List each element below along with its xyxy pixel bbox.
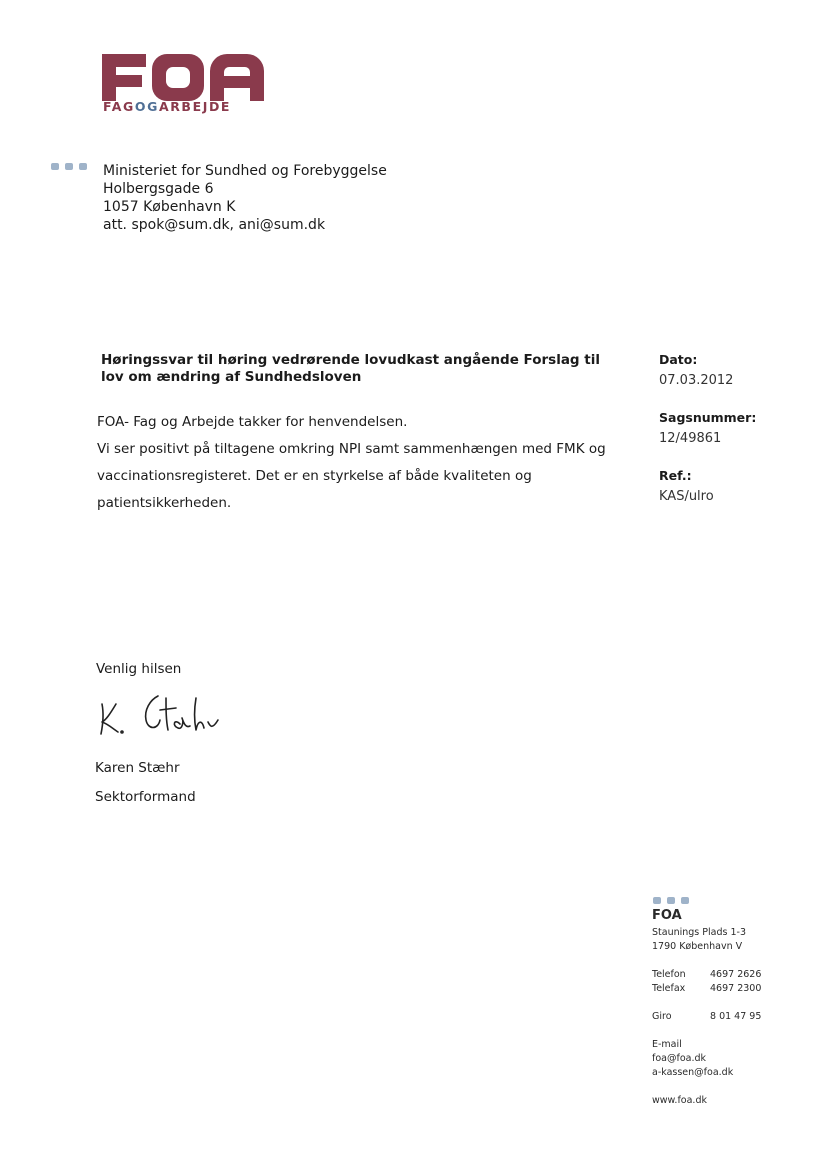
sender-address-line: 1790 København V bbox=[652, 941, 743, 952]
recipient-line: Ministeriet for Sundhed og Forebyggelse bbox=[103, 163, 387, 179]
recipient-line: att. spok@sum.dk, ani@sum.dk bbox=[103, 217, 326, 233]
case-number-label: Sagsnummer: bbox=[659, 410, 757, 425]
email-link[interactable]: a-kassen@foa.dk bbox=[652, 1067, 734, 1078]
giro-label: Giro bbox=[652, 1011, 672, 1022]
phone-label: Telefon bbox=[652, 969, 686, 980]
phone-value: 4697 2626 bbox=[710, 969, 762, 980]
letter-subject: Høringssvar til høring vedrørende lovudkast angående Forslag til lov om ændring af Sundhedsloven bbox=[101, 352, 601, 385]
fax-label: Telefax bbox=[652, 983, 686, 994]
decorative-dots bbox=[51, 163, 87, 170]
logo-subtitle: FAGOGARBEJDE bbox=[103, 99, 232, 114]
giro-value: 8 01 47 95 bbox=[710, 1011, 762, 1022]
letter-meta bbox=[659, 352, 809, 526]
recipient-line: 1057 København K bbox=[103, 199, 236, 215]
reference-label: Ref.: bbox=[659, 468, 692, 483]
reference-value: KAS/ulro bbox=[659, 489, 714, 504]
signer-name: Karen Stæhr bbox=[95, 760, 180, 776]
date-value: 07.03.2012 bbox=[659, 373, 734, 388]
case-number-value: 12/49861 bbox=[659, 431, 722, 446]
body-paragraph: FOA- Fag og Arbejde takker for henvendelsen. bbox=[97, 414, 408, 430]
sender-address-block bbox=[652, 908, 812, 1108]
body-paragraph: Vi ser positivt på tiltagene omkring NPI samt sammenhængen med FMK og vaccinationsregisteret. Det er en styrkelse af både kvaliteten og patientsikkerheden. bbox=[97, 441, 606, 511]
signer-title: Sektorformand bbox=[95, 789, 196, 805]
signer-block bbox=[95, 754, 196, 812]
recipient-line: Holbergsgade 6 bbox=[103, 181, 214, 197]
date-label: Dato: bbox=[659, 352, 698, 367]
closing-greeting: Venlig hilsen bbox=[96, 661, 182, 677]
sender-org: FOA bbox=[652, 908, 682, 923]
fax-value: 4697 2300 bbox=[710, 983, 762, 994]
letter-body bbox=[97, 409, 617, 517]
website-link[interactable]: www.foa.dk bbox=[652, 1095, 707, 1106]
decorative-dots bbox=[653, 897, 689, 904]
recipient-address bbox=[103, 162, 387, 234]
email-link[interactable]: foa@foa.dk bbox=[652, 1053, 707, 1064]
sender-address-line: Staunings Plads 1-3 bbox=[652, 927, 746, 938]
email-label: E-mail bbox=[652, 1039, 682, 1050]
handwritten-signature bbox=[96, 690, 226, 738]
